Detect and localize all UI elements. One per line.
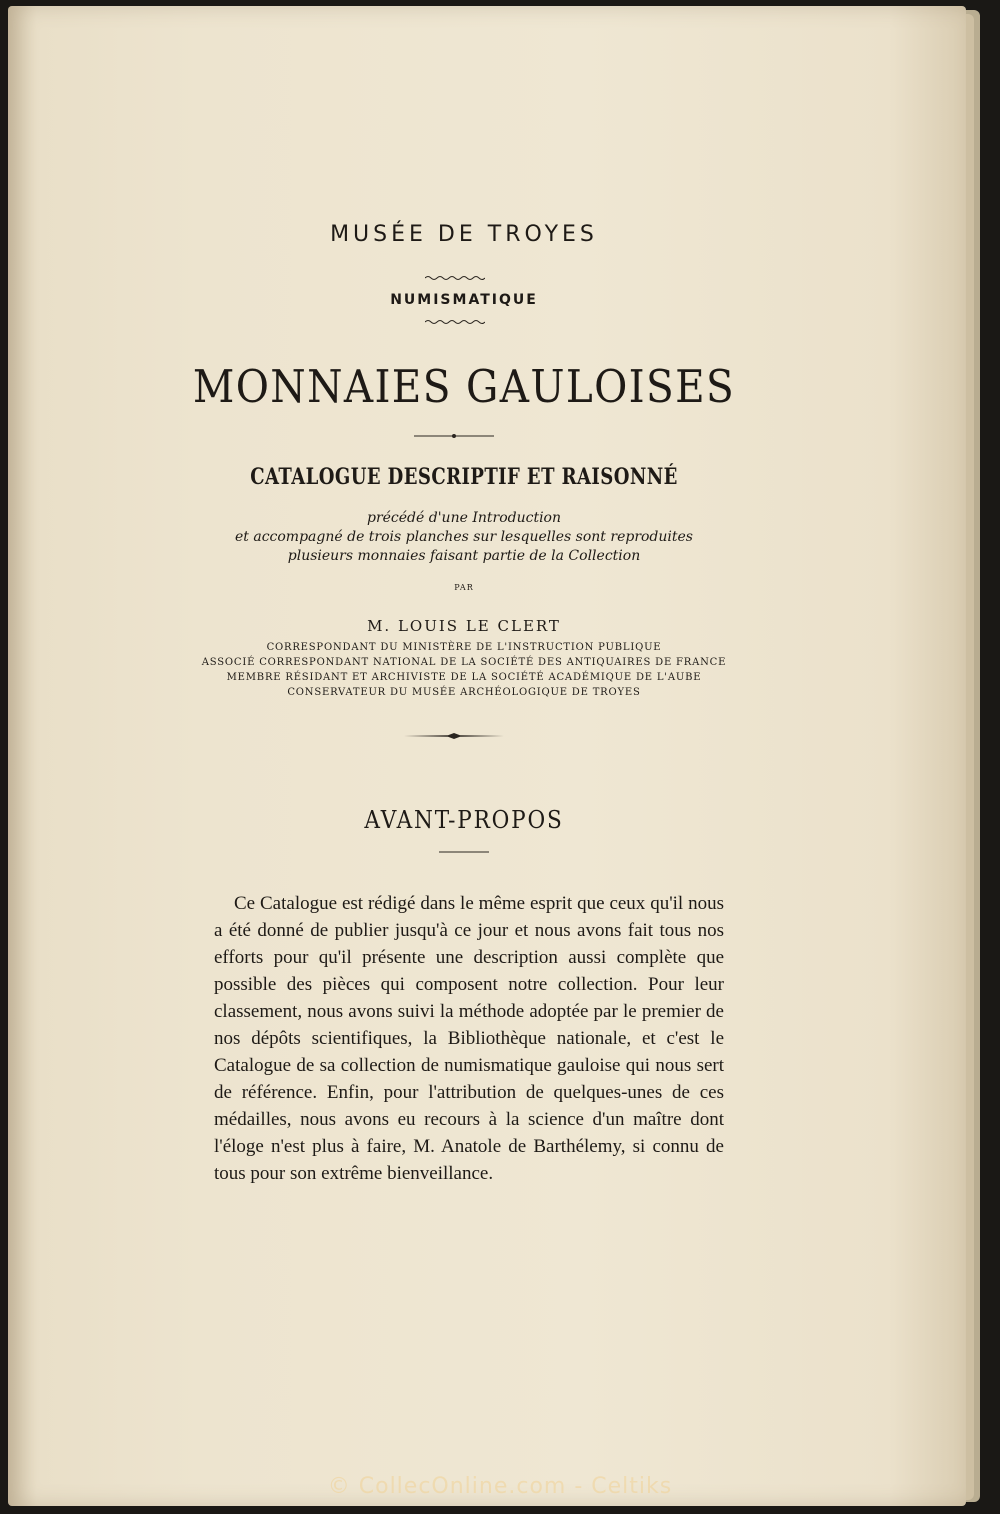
by-label: PAR xyxy=(454,583,474,592)
squiggle-ornament-icon xyxy=(425,274,485,282)
foreword-paragraph: Ce Catalogue est rédigé dans le même esprit que ceux qu'il nous a été donné de publier jusqu'à ce jour et nous avons fait tous nos efforts pour qu'il présente une description aussi complète que possible des pièces qui composent notre collection. Pour leur classement, nous avons suivi la méthode adoptée par le premier de nos dépôts scientifiques, la Bibliothèque nationale, et c'est le Catalogue de sa collection de numismatique gauloise qui nous sert de référence. Enfin, pour l'attribution de quelques-unes de ces médailles, nous avons eu recours à la science d'un maître dont l'éloge n'est plus à faire, M. Anatole de Barthélemy, si connu de tous pour son extrême bienveillance. xyxy=(214,893,724,1184)
squiggle-ornament-icon xyxy=(425,318,485,326)
catalogue-subtitle: CATALOGUE DESCRIPTIF ET RAISONNÉ xyxy=(250,464,678,490)
diamond-rule-ornament-icon xyxy=(404,732,504,740)
description-line: plusieurs monnaies faisant partie de la Collection xyxy=(287,548,641,564)
main-title: MONNAIES GAULOISES xyxy=(192,360,736,413)
description-line: précédé d'une Introduction xyxy=(366,510,561,526)
description-line: et accompagné de trois planches sur lesquelles sont reproduites xyxy=(234,529,693,545)
short-rule-divider xyxy=(439,850,489,854)
book-page xyxy=(8,6,966,1506)
credential-line: CORRESPONDANT DU MINISTÈRE DE L'INSTRUCTION PUBLIQUE xyxy=(266,642,662,653)
foreword-heading: AVANT-PROPOS xyxy=(364,806,564,834)
star-rule-ornament-icon xyxy=(414,432,494,440)
museum-heading: MUSÉE DE TROYES xyxy=(330,222,598,247)
credential-line: ASSOCIÉ CORRESPONDANT NATIONAL DE LA SOCIÉTÉ DES ANTIQUAIRES DE FRANCE xyxy=(201,657,727,668)
author-credentials xyxy=(8,640,920,700)
credential-line: MEMBRE RÉSIDANT ET ARCHIVISTE DE LA SOCIÉTÉ ACADÉMIQUE DE L'AUBE xyxy=(226,672,702,683)
copyright-watermark: © CollecOnline.com - Celtiks xyxy=(327,1474,673,1499)
author-name: M. LOUIS LE CLERT xyxy=(367,617,561,635)
credential-line: CONSERVATEUR DU MUSÉE ARCHÉOLOGIQUE DE TROYES xyxy=(287,687,641,698)
section-heading: NUMISMATIQUE xyxy=(390,292,538,308)
